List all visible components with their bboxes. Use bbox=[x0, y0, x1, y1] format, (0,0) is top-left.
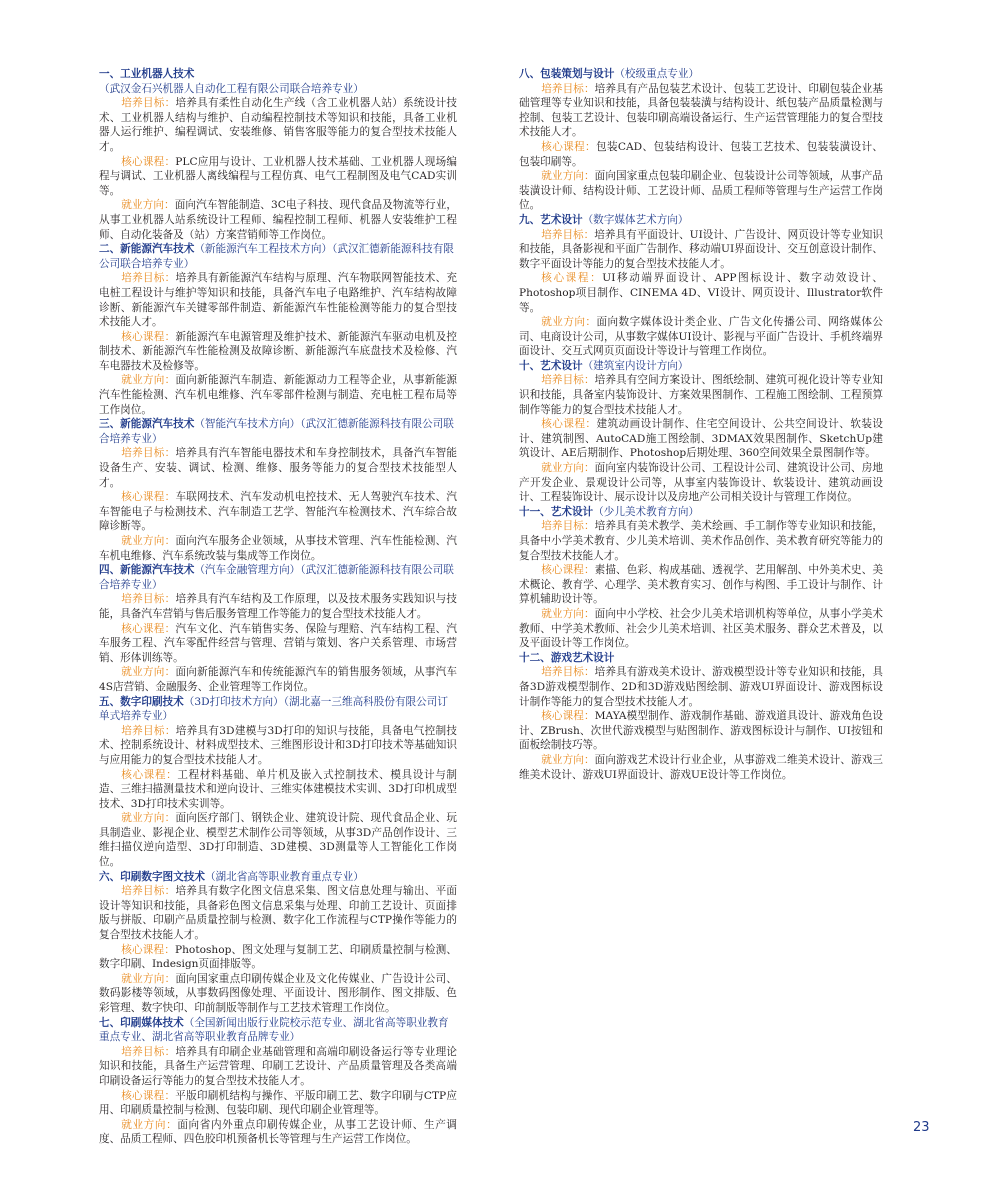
program-job-text: 面向汽车服务企业领域，从事技术管理、汽车性能检测、汽车机电维修、汽车系统改装与集成等工作岗位。 bbox=[99, 535, 458, 562]
program-title-main: 九、艺术设计 bbox=[519, 213, 583, 226]
program-goal-label: 培养目标： bbox=[121, 724, 176, 737]
right-column bbox=[519, 67, 883, 782]
program-goal-label: 培养目标： bbox=[541, 520, 595, 533]
program-goal-paragraph bbox=[519, 82, 883, 140]
program-goal-text: 培养具有汽车智能电器技术和车身控制技术，具备汽车智能设备生产、安装、调试、检测、维修、服务等能力的复合型技术技能型人才。 bbox=[99, 447, 458, 489]
program-title bbox=[99, 870, 457, 885]
program-core-label: 核心课程： bbox=[541, 418, 597, 431]
program-title bbox=[99, 67, 457, 96]
program-core-paragraph bbox=[99, 330, 457, 374]
program-section bbox=[99, 417, 457, 563]
program-title bbox=[519, 505, 883, 520]
program-core-paragraph bbox=[519, 563, 883, 607]
program-goal-label: 培养目标： bbox=[121, 885, 176, 898]
program-core-label: 核心课程： bbox=[121, 622, 176, 635]
program-title-main: 五、数字印刷技术 bbox=[99, 695, 184, 708]
program-core-text: 新能源汽车电源管理及维护技术、新能源汽车驱动电机及控制技术、新能源汽车性能检测及故障诊断、新能源汽车底盘技术及检修、汽车电器技术及检修等。 bbox=[99, 330, 458, 372]
program-job-paragraph bbox=[99, 198, 457, 242]
program-core-paragraph bbox=[519, 271, 883, 315]
program-job-paragraph bbox=[99, 373, 457, 417]
program-job-text: 面向游戏艺术设计行业企业，从事游戏二维美术设计、游戏三维美术设计、游戏UI界面设计、游戏UE设计等工作岗位。 bbox=[519, 753, 884, 781]
program-core-label: 核心课程： bbox=[121, 943, 175, 956]
program-core-label: 核心课程： bbox=[541, 564, 595, 577]
program-job-paragraph bbox=[519, 753, 883, 782]
program-job-text: 面向汽车智能制造、3C电子科技、现代食品及物流等行业，从事工业机器人站系统设计工程师、编程控制工程师、机器人安装维护工程师、自动化装备及（站）方案营销师等工作岗位。 bbox=[99, 199, 457, 241]
program-job-paragraph bbox=[519, 607, 883, 651]
program-core-text: 建筑动画设计制作、住宅空间设计、公共空间设计、软装设计、建筑制图、AutoCAD施工图绘制、3DMAX效果图制作、SketchUp建筑设计、AE后期制作、Photoshop后期处理、360空间效果全景图制作等。 bbox=[519, 418, 884, 460]
program-section bbox=[519, 651, 883, 782]
program-job-label: 就业方向： bbox=[121, 972, 176, 985]
program-job-label: 就业方向： bbox=[541, 607, 595, 620]
program-core-text: 素描、色彩、构成基础、透视学、艺用解剖、中外美术史、美术概论、教育学、心理学、美术教育实习、创作与构图、手工设计与制作、计算机辅助设计等。 bbox=[519, 564, 884, 606]
program-section bbox=[99, 67, 457, 242]
program-goal-label: 培养目标： bbox=[121, 1045, 176, 1058]
program-core-text: 汽车文化、汽车销售实务、保险与理赔、汽车结构工程、汽车服务工程、汽车零配件经营与管理、营销与策划、客户关系管理、市场营销、形体训练等。 bbox=[99, 622, 458, 664]
program-job-paragraph bbox=[519, 315, 883, 359]
program-title bbox=[99, 695, 457, 724]
program-core-label: 核心课程： bbox=[541, 710, 595, 723]
program-core-paragraph bbox=[519, 709, 883, 753]
program-core-paragraph bbox=[99, 155, 457, 199]
program-title bbox=[99, 563, 457, 592]
program-goal-label: 培养目标： bbox=[121, 97, 176, 110]
program-job-text: 面向国家重点印刷传媒企业及文化传媒业、广告设计公司、数码影楼等领域，从事数码图像处理、平面设计、图形制作、图文排版、色彩管理、数字快印、印前制版等制作与工艺技术管理工作岗位。 bbox=[99, 972, 458, 1014]
program-title bbox=[99, 1016, 457, 1045]
program-title-subtitle: （湖北省高等职业教育重点专业） bbox=[204, 870, 364, 883]
program-goal-text: 培养具有3D建模与3D打印的知识与技能，具备电气控制技术、控制系统设计、材料成型技术、三维图形设计和3D打印技术等基础知识与应用能力的复合型技术技能人才。 bbox=[99, 724, 458, 766]
program-title-subtitle: （汽车金融管理方向）（武汉汇德新能源科技有限公司联合培养专业） bbox=[99, 564, 454, 591]
program-title-subtitle: （3D打印技术方向）（湖北嘉一三维高科股份有限公司订单式培养专业） bbox=[99, 695, 448, 723]
program-job-label: 就业方向： bbox=[541, 462, 595, 475]
program-goal-paragraph bbox=[519, 665, 883, 709]
program-job-label: 就业方向： bbox=[121, 1118, 178, 1131]
program-job-paragraph bbox=[99, 534, 457, 563]
program-goal-paragraph bbox=[519, 519, 883, 563]
program-goal-text: 培养具有游戏美术设计、游戏模型设计等专业知识和技能，具备3D游戏模型制作、2D和3D游戏贴图绘制、游戏UI界面设计、游戏图标设计制作等能力的复合型技术技能人才。 bbox=[519, 666, 884, 708]
program-goal-text: 培养具有数字化图文信息采集、图文信息处理与输出、平面设计等知识和技能，具备彩色图文信息采集与处理、印前工艺设计、页面排版与拼版、印刷产品质量控制与检测、数字化工作流程与CTP操作等能力的复合型技术技能人才。 bbox=[99, 885, 458, 942]
program-core-label: 核心课程： bbox=[121, 491, 176, 504]
program-title bbox=[519, 213, 883, 228]
program-core-text: 车联网技术、汽车发动机电控技术、无人驾驶汽车技术、汽车智能电子与检测技术、汽车制造工艺学、智能汽车检测技术、汽车综合故障诊断等。 bbox=[99, 491, 458, 533]
program-title-subtitle: （建筑室内设计方向） bbox=[582, 359, 689, 372]
program-goal-paragraph bbox=[99, 1045, 457, 1089]
program-section bbox=[99, 563, 457, 694]
program-section bbox=[99, 1016, 457, 1147]
program-section bbox=[519, 359, 883, 505]
program-title-main: 十一、艺术设计 bbox=[519, 505, 594, 518]
program-section bbox=[99, 870, 457, 1016]
program-title-main: 七、印刷媒体技术 bbox=[99, 1016, 184, 1029]
program-job-label: 就业方向： bbox=[121, 812, 176, 825]
program-section bbox=[519, 213, 883, 359]
program-section bbox=[519, 67, 883, 213]
program-title-main: 十、艺术设计 bbox=[519, 359, 583, 372]
program-title-subtitle: （新能源汽车工程技术方向）（武汉汇德新能源科技有限公司联合培养专业） bbox=[99, 243, 454, 270]
program-core-text: 平版印刷机结构与操作、平版印刷工艺、数字印刷与CTP应用、印刷质量控制与检测、包装印刷、现代印刷企业管理等。 bbox=[99, 1089, 457, 1117]
program-goal-label: 培养目标： bbox=[541, 374, 595, 387]
program-job-label: 就业方向： bbox=[121, 666, 176, 679]
program-goal-paragraph bbox=[99, 271, 457, 329]
program-core-paragraph bbox=[99, 943, 457, 972]
program-job-text: 面向新能源汽车和传统能源汽车的销售服务领域，从事汽车4S店营销、金融服务、企业管理等工作岗位。 bbox=[99, 666, 458, 693]
program-core-label: 核心课程： bbox=[541, 140, 596, 153]
program-job-text: 面向国家重点包装印刷企业、包装设计公司等领域，从事产品装潢设计师、结构设计师、工艺设计师、品质工程师等管理与生产运营工作岗位。 bbox=[519, 170, 884, 212]
program-job-label: 就业方向： bbox=[541, 170, 595, 183]
program-core-text: MAYA模型制作、游戏制作基础、游戏道具设计、游戏角色设计、ZBrush、次世代游戏模型与贴图制作、游戏图标设计与制作、UI按钮和面板绘制技巧等。 bbox=[519, 710, 884, 752]
program-core-text: PLC应用与设计、工业机器人技术基础、工业机器人现场编程与调试、工业机器人离线编程与工程仿真、电气工程制图及电气CAD实训等。 bbox=[99, 155, 457, 197]
program-job-paragraph bbox=[519, 461, 883, 505]
program-title bbox=[519, 67, 883, 82]
program-goal-label: 培养目标： bbox=[541, 228, 595, 241]
program-title-subtitle: （数字媒体艺术方向） bbox=[582, 213, 689, 226]
program-title-main: 四、新能源汽车技术 bbox=[99, 564, 195, 577]
program-core-paragraph bbox=[99, 622, 457, 666]
program-job-paragraph bbox=[99, 972, 457, 1016]
program-goal-label: 培养目标： bbox=[121, 272, 176, 285]
program-job-text: 面向数字媒体设计类企业、广告文化传播公司、网络媒体公司、电商设计公司，从事数字媒体UI设计、影视与平面广告设计、手机终端界面设计、交互式网页页面设计等设计与管理工作岗位。 bbox=[519, 316, 884, 358]
program-title bbox=[99, 417, 457, 446]
program-core-text: 包装CAD、包装结构设计、包装工艺技术、包装装潢设计、包装印刷等。 bbox=[519, 140, 884, 168]
program-goal-paragraph bbox=[519, 373, 883, 417]
program-core-label: 核心课程： bbox=[121, 1089, 176, 1102]
program-goal-paragraph bbox=[99, 446, 457, 490]
program-goal-paragraph bbox=[99, 884, 457, 942]
program-goal-text: 培养具有美术教学、美术绘画、手工制作等专业知识和技能，具备中小学美术教育、少儿美术培训、美术作品创作、美术教育研究等能力的复合型技术技能人才。 bbox=[519, 520, 884, 562]
program-goal-text: 培养具有产品包装艺术设计、包装工艺设计、印刷包装企业基础管理等专业知识和技能，具备包装装潢与结构设计、纸包装产品质量检测与控制、包装工艺设计、包装印刷高端设备运行、生产运营管理能力的复合型技术技能人才。 bbox=[519, 82, 884, 139]
program-title-subtitle: （校级重点专业） bbox=[614, 68, 700, 80]
program-goal-label: 培养目标： bbox=[541, 82, 595, 95]
program-core-label: 核心课程： bbox=[121, 155, 176, 168]
program-title bbox=[519, 651, 883, 666]
program-title-subtitle: （少儿美术教育方向） bbox=[593, 505, 700, 518]
program-section bbox=[99, 242, 457, 417]
program-job-text: 面向室内装饰设计公司、工程设计公司、建筑设计公司、房地产开发企业、景观设计公司等，从事室内装饰设计、软装设计、建筑动画设计、工程装饰设计、展示设计以及房地产公司相关设计与管理工作岗位。 bbox=[519, 462, 884, 504]
program-job-paragraph bbox=[99, 1118, 457, 1147]
program-core-text: UI移动端界面设计、APP图标设计、数字动效设计、Photoshop项目制作、CINEMA 4D、VI设计、网页设计、Illustrator软件等。 bbox=[519, 272, 883, 314]
program-core-paragraph bbox=[99, 490, 457, 534]
program-goal-text: 培养具有新能源汽车结构与原理、汽车物联网智能技术、充电桩工程设计与维护等知识和技能，具备汽车电子电路维护、汽车结构故障诊断、新能源汽车关键零部件制造、新能源汽车性能检测等能力的复合型技术技能人才。 bbox=[99, 272, 458, 329]
program-goal-label: 培养目标： bbox=[541, 666, 595, 679]
program-goal-text: 培养具有柔性自动化生产线（含工业机器人站）系统设计技术、工业机器人结构与维护、自动编程控制技术等知识和技能，具备工业机器人运行维护、编程调试、安装维修、销售客服等能力的复合型技术技能人才。 bbox=[99, 97, 458, 153]
program-goal-text: 培养具有印刷企业基础管理和高端印刷设备运行等专业理论知识和技能，具备生产运营管理、印刷工艺设计、产品质量管理及各类高端印刷设备运行等能力的复合型技术技能人才。 bbox=[99, 1045, 458, 1087]
program-job-paragraph bbox=[99, 811, 457, 869]
program-goal-text: 培养具有平面设计、UI设计、广告设计、网页设计等专业知识和技能，具备影视和平面广告制作、移动端UI界面设计、交互创意设计制作、数字平面设计等能力的复合型技术技能人才。 bbox=[519, 228, 883, 270]
program-goal-text: 培养具有汽车结构及工作原理，以及技术服务实践知识与技能，具备汽车营销与售后服务管理工作等能力的复合型技术技能人才。 bbox=[99, 593, 458, 620]
program-goal-paragraph bbox=[99, 592, 457, 621]
program-job-text: 面向新能源汽车制造、新能源动力工程等企业，从事新能源汽车性能检测、汽车机电维修、汽车零部件检测与制造、充电桩工程布局等工作岗位。 bbox=[99, 374, 458, 416]
program-job-label: 就业方向： bbox=[121, 535, 176, 547]
program-goal-paragraph bbox=[99, 96, 457, 154]
program-goal-paragraph bbox=[519, 228, 883, 272]
program-core-paragraph bbox=[519, 417, 883, 461]
program-goal-label: 培养目标： bbox=[121, 447, 176, 460]
program-title-main: 二、新能源汽车技术 bbox=[99, 243, 195, 256]
program-goal-label: 培养目标： bbox=[121, 593, 176, 606]
program-core-paragraph bbox=[99, 1089, 457, 1118]
program-job-label: 就业方向： bbox=[121, 199, 175, 212]
program-job-text: 面向中小学校、社会少儿美术培训机构等单位，从事小学美术教师、中学美术教师、社会少儿美术培训、社区美术服务、群众艺术普及，以及平面设计等工作岗位。 bbox=[519, 607, 884, 650]
program-goal-paragraph bbox=[99, 724, 457, 768]
program-title-main: 一、工业机器人技术 bbox=[99, 68, 195, 80]
program-title-subtitle: （武汉金石兴机器人自动化工程有限公司联合培养专业） bbox=[99, 82, 364, 95]
program-core-label: 核心课程： bbox=[121, 768, 178, 781]
program-job-label: 就业方向： bbox=[121, 374, 176, 387]
program-job-text: 面向省内外重点印刷传媒企业，从事工艺设计师、生产调度、品质工程师、四色胶印机预备机长等管理与生产运营工作岗位。 bbox=[99, 1118, 457, 1146]
program-core-paragraph bbox=[99, 768, 457, 812]
program-job-text: 面向医疗部门、钢铁企业、建筑设计院、现代食品企业、玩具制造业、影视企业、模型艺术制作公司等领域，从事3D产品创作设计、三维扫描仪逆向造型、3D打印制造、3D建模、3D测量等人工智能化工作岗位。 bbox=[99, 812, 458, 869]
program-job-paragraph bbox=[99, 665, 457, 694]
program-section bbox=[99, 695, 457, 870]
program-title-main: 十二、游戏艺术设计 bbox=[519, 651, 615, 664]
program-core-label: 核心课程： bbox=[121, 330, 176, 343]
program-job-paragraph bbox=[519, 169, 883, 213]
program-section bbox=[519, 505, 883, 651]
program-job-label: 就业方向： bbox=[541, 316, 597, 329]
program-title-main: 三、新能源汽车技术 bbox=[99, 418, 195, 431]
program-core-paragraph bbox=[519, 140, 883, 169]
program-core-label: 核心课程： bbox=[541, 272, 603, 285]
program-title-subtitle: （智能汽车技术方向）（武汉汇德新能源科技有限公司联合培养专业） bbox=[99, 418, 454, 445]
left-column bbox=[99, 67, 457, 1147]
program-title bbox=[519, 359, 883, 374]
program-title bbox=[99, 242, 457, 271]
program-title-main: 六、印刷数字图文技术 bbox=[99, 870, 205, 883]
program-core-text: 工程材料基础、单片机及嵌入式控制技术、模具设计与制造、三维扫描测量技术和逆向设计、三维实体建模技术实训、3D打印机成型技术、3D打印技术实训等。 bbox=[99, 768, 457, 810]
program-job-label: 就业方向： bbox=[541, 753, 595, 766]
program-core-text: Photoshop、图文处理与复制工艺、印刷质量控制与检测、数字印刷、Indesign页面排版等。 bbox=[99, 943, 458, 971]
page-number: 23 bbox=[913, 1120, 930, 1135]
program-goal-text: 培养具有空间方案设计、图纸绘制、建筑可视化设计等专业知识和技能，具备室内装饰设计、方案效果图制作、工程施工图绘制、工程预算制作等能力的复合型技术技能人才。 bbox=[519, 374, 884, 416]
program-title-subtitle: （全国新闻出版行业院校示范专业、湖北省高等职业教育重点专业、湖北省高等职业教育品牌专业） bbox=[99, 1016, 449, 1044]
program-title-main: 八、包装策划与设计 bbox=[519, 68, 615, 80]
